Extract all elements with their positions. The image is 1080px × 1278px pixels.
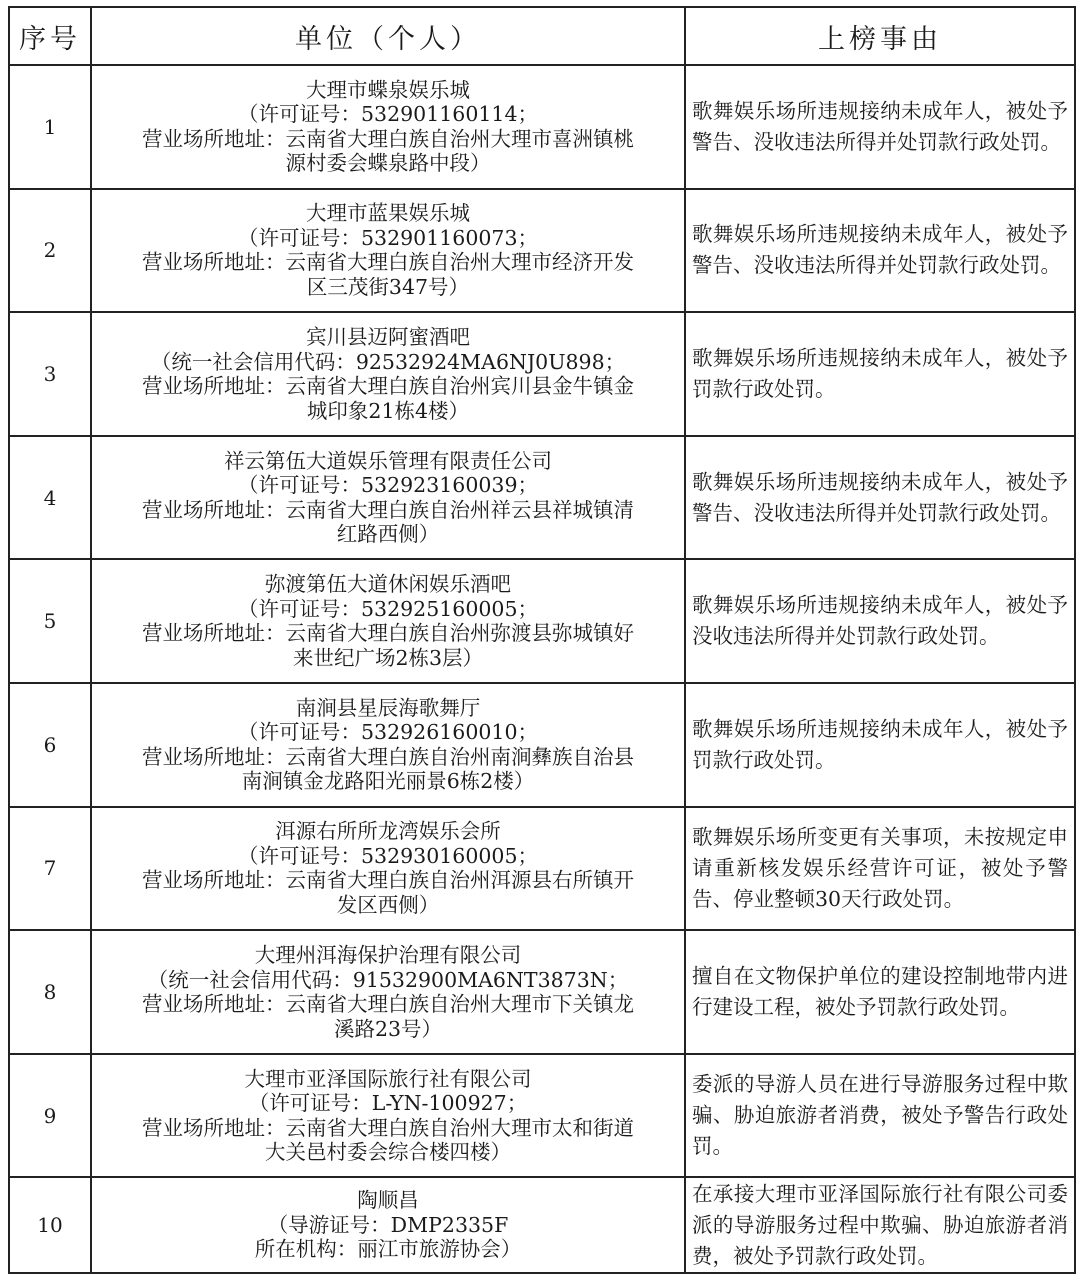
unit-id: （许可证号：532926160010；: [237, 720, 538, 745]
row-reason: 歌舞娱乐场所违规接纳未成年人，被处予警告、没收违法所得并处罚款行政处罚。: [685, 436, 1075, 560]
unit-address-line-2: 源村委会蝶泉路中段）: [285, 151, 491, 176]
unit-address-line-2: 城印象21栋4楼）: [306, 398, 470, 423]
table-row: [9, 1177, 1075, 1273]
unit-address-line-1: 营业场所地址：云南省大理白族自治州大理市下关镇龙: [142, 992, 634, 1017]
unit-address-line-1: 营业场所地址：云南省大理白族自治州大理市喜洲镇桃: [142, 126, 634, 151]
unit-name: 大理市蝶泉娱乐城: [306, 77, 470, 102]
unit-id: （统一社会信用代码：91532900MA6NT3873N；: [147, 967, 629, 992]
row-unit: [91, 1177, 685, 1273]
table-row: [9, 436, 1075, 560]
unit-name: 大理州洱海保护治理有限公司: [254, 943, 522, 968]
table-row: [9, 930, 1075, 1054]
unit-name: 宾川县迈阿蜜酒吧: [306, 325, 470, 350]
unit-address-line-2: 区三茂街347号）: [306, 274, 470, 299]
table-row: [9, 559, 1075, 683]
row-unit: [91, 1054, 685, 1178]
unit-name: 陶顺昌: [357, 1188, 419, 1213]
unit-address-line-1: 营业场所地址：云南省大理白族自治州大理市经济开发: [142, 250, 634, 275]
unit-address-line-1: 营业场所地址：云南省大理白族自治州宾川县金牛镇金: [142, 374, 634, 399]
unit-id: （许可证号：L-YN-100927；: [248, 1091, 528, 1116]
row-reason: 歌舞娱乐场所违规接纳未成年人，被处予警告、没收违法所得并处罚款行政处罚。: [685, 189, 1075, 313]
row-index: 9: [9, 1054, 91, 1178]
table-row: [9, 312, 1075, 436]
unit-address-line-2: 溪路23号）: [333, 1016, 443, 1041]
row-unit: [91, 436, 685, 560]
row-reason: 歌舞娱乐场所违规接纳未成年人，被处予警告、没收违法所得并处罚款行政处罚。: [685, 65, 1075, 189]
unit-address-line-2: 南涧镇金龙路阳光丽景6栋2楼）: [241, 769, 535, 794]
table-row: [9, 65, 1075, 189]
header-unit: 单位（个人）: [91, 7, 685, 65]
unit-id: （许可证号：532901160114；: [237, 102, 538, 127]
penalty-table: [8, 6, 1076, 1274]
unit-name: 大理市亚泽国际旅行社有限公司: [244, 1066, 532, 1091]
row-reason: 歌舞娱乐场所违规接纳未成年人，被处予罚款行政处罚。: [685, 312, 1075, 436]
table-header-row: [9, 7, 1075, 65]
unit-id: （许可证号：532901160073；: [237, 225, 538, 250]
table-row: [9, 807, 1075, 931]
row-unit: [91, 807, 685, 931]
unit-name: 南涧县星辰海歌舞厅: [295, 695, 481, 720]
row-reason: 委派的导游人员在进行导游服务过程中欺骗、胁迫旅游者消费，被处予警告行政处罚。: [685, 1054, 1075, 1178]
row-reason: 在承接大理市亚泽国际旅行社有限公司委派的导游服务过程中欺骗、胁迫旅游者消费，被处予罚款行政处罚。: [685, 1177, 1075, 1273]
unit-address-line-1: 所在机构：丽江市旅游协会）: [254, 1237, 522, 1262]
row-reason: 擅自在文物保护单位的建设控制地带内进行建设工程，被处予罚款行政处罚。: [685, 930, 1075, 1054]
row-unit: [91, 930, 685, 1054]
unit-name: 洱源右所所龙湾娱乐会所: [275, 819, 501, 844]
table-row: [9, 189, 1075, 313]
unit-name: 大理市蓝果娱乐城: [306, 201, 470, 226]
row-index: 3: [9, 312, 91, 436]
row-unit: [91, 189, 685, 313]
unit-id: （导游证号：DMP2335F: [267, 1212, 509, 1237]
row-unit: [91, 65, 685, 189]
table-row: [9, 683, 1075, 807]
unit-address-line-2: 来世纪广场2栋3层）: [292, 645, 484, 670]
row-index: 10: [9, 1177, 91, 1273]
table-row: [9, 1054, 1075, 1178]
row-unit: [91, 559, 685, 683]
header-reason: 上榜事由: [685, 7, 1075, 65]
unit-id: （统一社会信用代码：92532924MA6NJ0U898；: [150, 349, 626, 374]
unit-id: （许可证号：532930160005；: [237, 843, 538, 868]
unit-id: （许可证号：532923160039；: [237, 473, 538, 498]
row-reason: 歌舞娱乐场所违规接纳未成年人，被处予没收违法所得并处罚款行政处罚。: [685, 559, 1075, 683]
unit-address-line-1: 营业场所地址：云南省大理白族自治州大理市太和街道: [142, 1115, 634, 1140]
header-index: 序号: [9, 7, 91, 65]
unit-address-line-1: 营业场所地址：云南省大理白族自治州洱源县右所镇开: [142, 868, 634, 893]
unit-address-line-1: 营业场所地址：云南省大理白族自治州南涧彝族自治县: [142, 744, 634, 769]
row-index: 6: [9, 683, 91, 807]
unit-id: （许可证号：532925160005；: [237, 596, 538, 621]
unit-address-line-1: 营业场所地址：云南省大理白族自治州弥渡县弥城镇好: [142, 621, 634, 646]
unit-name: 弥渡第伍大道休闲娱乐酒吧: [265, 572, 511, 597]
row-unit: [91, 312, 685, 436]
row-index: 8: [9, 930, 91, 1054]
unit-address-line-2: 红路西侧）: [336, 522, 440, 547]
unit-address-line-2: 大关邑村委会综合楼四楼）: [265, 1140, 511, 1165]
row-index: 2: [9, 189, 91, 313]
unit-address-line-2: 发区西侧）: [336, 892, 440, 917]
unit-name: 祥云第伍大道娱乐管理有限责任公司: [224, 448, 552, 473]
row-reason: 歌舞娱乐场所违规接纳未成年人，被处予罚款行政处罚。: [685, 683, 1075, 807]
row-index: 7: [9, 807, 91, 931]
row-index: 5: [9, 559, 91, 683]
row-index: 4: [9, 436, 91, 560]
row-index: 1: [9, 65, 91, 189]
unit-address-line-1: 营业场所地址：云南省大理白族自治州祥云县祥城镇清: [142, 497, 634, 522]
row-reason: 歌舞娱乐场所变更有关事项，未按规定申请重新核发娱乐经营许可证，被处予警告、停业整顿30天行政处罚。: [685, 807, 1075, 931]
row-unit: [91, 683, 685, 807]
